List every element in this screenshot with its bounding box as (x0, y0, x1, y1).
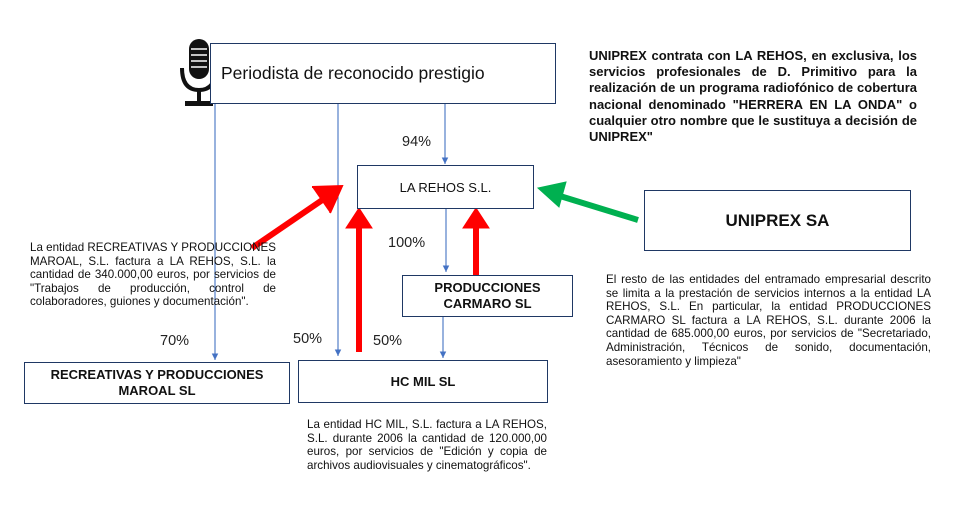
box-recreativas-maroal (24, 362, 290, 404)
text-uniprex-contract: UNIPREX contrata con LA REHOS, en exclusiva, los servicios profesionales de D. Primitivo para la realización de un programa radiofónico de cobertura nacional denominado "HERRERA EN LA ONDA" o cualquier otro nombre que le sustituya a decisión de UNIPREX" (589, 48, 917, 145)
text-rest-invoice: El resto de las entidades del entramado empresarial descrito se limita a la prestación de servicios internos a la entidad LA REHOS, S.L. En particular, la entidad PRODUCCIONES CARMARO SL factura a LA REHOS, S.L. durante 2006 la cantidad de 685.000,00 euros, por servicios de "Secretariado, Administración, Técnicos de sonido, documentación, asesoramiento y limpieza" (606, 273, 931, 368)
box-hc-mil (298, 360, 548, 403)
pct-carmaro: 100% (388, 235, 426, 251)
text-hcmil-invoice: La entidad HC MIL, S.L. factura a LA REHOS, S.L. durante 2006 la cantidad de 120.000,00 euros, por servicios de "Edición y copia de archivos audiovisuales y cinematográficos". (307, 418, 547, 472)
pct-hcmil-left: 50% (293, 331, 323, 347)
box-recreativas-maroal-label: RECREATIVAS Y PRODUCCIONES MAROAL SL (50, 367, 264, 398)
pct-hcmil-right: 50% (373, 333, 403, 349)
box-periodista-label: Periodista de reconocido prestigio (221, 63, 485, 83)
box-producciones-carmaro (402, 275, 573, 317)
box-la-rehos (357, 165, 534, 209)
box-la-rehos-label: LA REHOS S.L. (399, 179, 492, 195)
contract-arrow-uniprex (538, 182, 638, 220)
pct-rehos: 94% (402, 134, 432, 150)
billing-arrow-carmaro (463, 208, 489, 276)
box-hc-mil-label: HC MIL SL (390, 374, 456, 389)
box-uniprex-label: UNIPREX SA (725, 210, 830, 230)
box-uniprex (644, 190, 911, 251)
billing-arrow-hcmil (346, 208, 372, 352)
billing-arrow-maroal (252, 186, 342, 248)
box-producciones-carmaro-label: PRODUCCIONES CARMARO SL (434, 280, 541, 311)
box-periodista (210, 43, 556, 104)
text-maroal-invoice: La entidad RECREATIVAS Y PRODUCCIONES MAROAL, S.L. factura a LA REHOS, S.L. la cantidad de 340.000,00 euros, por servicios de "Trabajos de producción, control de colaboradores, guiones y documentación". (30, 241, 276, 309)
pct-maroal: 70% (160, 333, 190, 349)
